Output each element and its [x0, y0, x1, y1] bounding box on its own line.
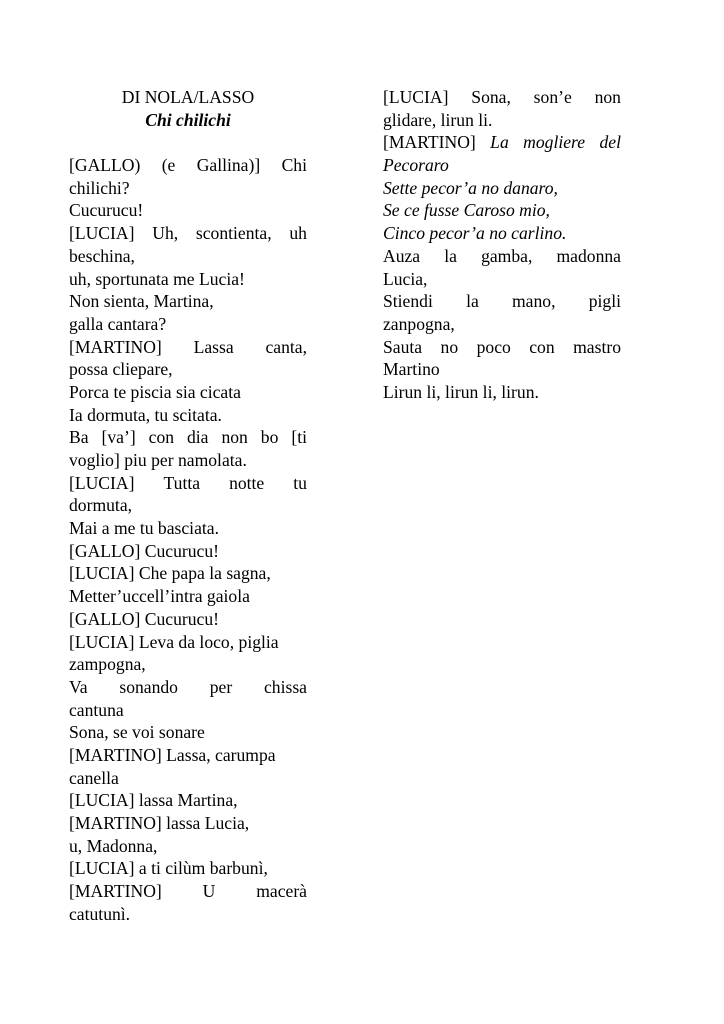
verse-line: [69, 154, 307, 177]
verse-line: Non sienta, Martina,: [69, 291, 214, 312]
verse-word: U: [202, 881, 216, 902]
verse-line: voglio] piu per namolata.: [69, 450, 247, 470]
verse-line: Se ce fusse Caroso mio,: [383, 200, 550, 221]
verse-word: mano,: [512, 291, 556, 312]
verse-word: per: [209, 676, 233, 697]
composer-heading: DI NOLA/LASSO: [121, 87, 255, 107]
verse-word: [MARTINO]: [383, 132, 476, 153]
verse-word: pigli: [588, 291, 621, 312]
verse-line: zampogna,: [69, 654, 146, 675]
verse-line: beschina,: [69, 245, 135, 266]
verse-line: dormuta,: [69, 495, 133, 516]
verse-word: notte: [229, 472, 265, 493]
verse-line: Sona, se voi sonare: [69, 722, 205, 743]
verse-word: la: [444, 245, 457, 266]
verse-word: Tutta: [163, 472, 201, 493]
verse-line: [69, 880, 307, 903]
verse-word: [MARTINO]: [69, 336, 162, 357]
verse-word: Uh,: [152, 223, 179, 244]
verse-word: (e: [161, 155, 176, 176]
verse-word: chissa: [263, 676, 307, 697]
verse-line: [383, 290, 621, 313]
verse-word: uh: [289, 223, 307, 244]
verse-line: u, Madonna,: [69, 835, 158, 856]
verse-word: [LUCIA]: [69, 472, 135, 493]
verse-line: [GALLO] Cucurucu!: [69, 540, 219, 561]
verse-word: Sauta: [383, 336, 423, 357]
verse-word: madonna: [556, 245, 621, 266]
verse-word: poco: [476, 336, 511, 357]
verse-word: mastro: [573, 336, 621, 357]
verse-word: La: [490, 132, 509, 153]
verse-word: dia: [187, 427, 209, 448]
verse-word: no: [440, 336, 459, 357]
verse-word: non: [594, 87, 621, 107]
verse-line: [69, 472, 307, 495]
verse-line: Lucia,: [383, 268, 428, 289]
verse-word: Lassa: [193, 336, 234, 357]
verse-line: Martino: [383, 359, 440, 380]
verse-line: [MARTINO] Lassa, carumpa: [69, 744, 276, 765]
verse-word: del: [599, 132, 621, 153]
verse-word: Ba: [69, 427, 89, 448]
verse-word: Stiendi: [383, 291, 433, 312]
verse-word: non: [221, 427, 248, 448]
verse-word: [LUCIA]: [69, 223, 135, 244]
verse-line: [GALLO] Cucurucu!: [69, 608, 219, 629]
verse-line: [LUCIA] Che papa la sagna,: [69, 563, 271, 584]
verse-word: [MARTINO]: [69, 881, 162, 902]
verse-word: gamba,: [481, 245, 533, 266]
verse-line: [69, 222, 307, 245]
verse-line: Mai a me tu basciata.: [69, 518, 219, 539]
verse-word: Va: [69, 676, 88, 697]
verse-word: con: [148, 427, 175, 448]
verse-line: [69, 676, 307, 699]
verse-line: uh, sportunata me Lucia!: [69, 268, 245, 289]
verse-line: Cucurucu!: [69, 200, 144, 221]
verse-word: sonando: [119, 676, 178, 697]
verse-line: [383, 86, 621, 109]
verse-line: catutunì.: [69, 903, 131, 924]
verse-line: [LUCIA] Leva da loco, piglia: [69, 631, 279, 652]
verse-line: [LUCIA] lassa Martina,: [69, 790, 238, 811]
verse-word: Gallina)]: [196, 155, 261, 176]
blank-line: [69, 131, 307, 154]
left-column: [69, 86, 307, 925]
verse-word: son’e: [533, 87, 572, 107]
verse-word: tu: [293, 472, 307, 493]
verse-word: con: [529, 336, 555, 357]
verse-line: chilichi?: [69, 177, 130, 198]
verse-line: Lirun li, lirun li, lirun.: [383, 381, 539, 402]
right-column: [383, 86, 621, 404]
verse-line: [MARTINO] lassa Lucia,: [69, 813, 250, 833]
verse-line: [69, 336, 307, 359]
verse-line: Pecoraro: [383, 155, 449, 176]
verse-word: Sona,: [471, 87, 511, 107]
verse-word: [ti: [291, 427, 307, 448]
verse-line: Porca te piscia sia cicata: [69, 381, 241, 402]
verse-line: galla cantara?: [69, 313, 167, 334]
verse-word: la: [466, 291, 479, 312]
verse-word: mogliere: [523, 132, 586, 153]
verse-line: [69, 426, 307, 449]
verse-line: Ia dormuta, tu scitata.: [69, 404, 222, 425]
verse-line: zanpogna,: [383, 313, 455, 334]
verse-line: [383, 131, 621, 154]
verse-word: [GALLO): [69, 155, 141, 176]
verse-line: possa cliepare,: [69, 359, 173, 380]
verse-line: [383, 336, 621, 359]
verse-line: cantuna: [69, 699, 124, 720]
verse-line: canella: [69, 767, 119, 788]
song-title: Chi chilichi: [145, 109, 231, 130]
verse-word: [LUCIA]: [383, 87, 449, 107]
verse-word: macerà: [256, 881, 307, 902]
verse-word: scontienta,: [195, 223, 272, 244]
verse-word: canta,: [265, 336, 307, 357]
verse-line: Sette pecor’a no danaro,: [383, 177, 558, 198]
verse-line: glidare, lirun li.: [383, 109, 493, 130]
verse-word: Auza: [383, 245, 421, 266]
verse-line: Cinco pecor’a no carlino.: [383, 223, 567, 244]
verse-line: [LUCIA] a ti cilùm barbunì,: [69, 858, 268, 879]
verse-line: Metter’uccell’intra gaiola: [69, 586, 250, 607]
verse-word: bo: [260, 427, 279, 448]
verse-word: [va’]: [101, 427, 136, 448]
verse-word: Chi: [281, 155, 307, 176]
verse-line: [383, 245, 621, 268]
